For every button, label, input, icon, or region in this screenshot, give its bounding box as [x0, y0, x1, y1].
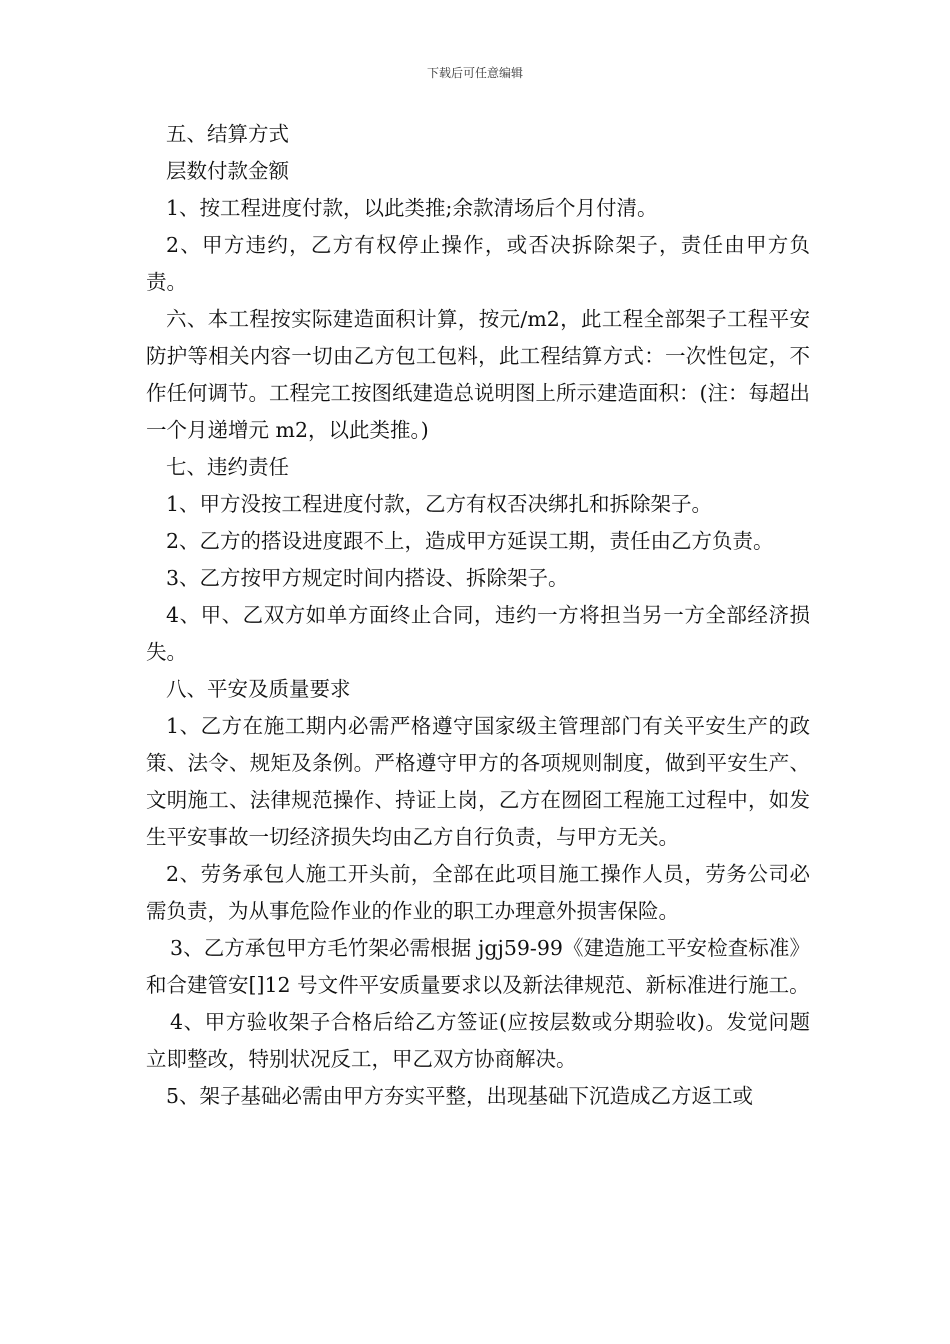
paragraph: 2、乙方的搭设进度跟不上，造成甲方延误工期，责任由乙方负责。 — [166, 529, 774, 553]
paragraph: 4、甲、乙双方如单方面终止合同，违约一方将担当另一方全部经济损失。 — [146, 603, 810, 664]
paragraph: 2、甲方违约，乙方有权停止操作，或否决拆除架子，责任由甲方负责。 — [146, 233, 810, 294]
paragraph: 2、劳务承包人施工开头前，全部在此项目施工操作人员，劳务公司必需负责，为从事危险作业的作业的职工办理意外损害保险。 — [146, 862, 810, 923]
section-heading-settlement: 五、结算方式 — [166, 122, 289, 146]
document-body — [146, 116, 810, 1115]
paragraph: 1、按工程进度付款，以此类推;余款清场后个月付清。 — [166, 196, 658, 220]
paragraph: 5、架子基础必需由甲方夯实平整，出现基础下沉造成乙方返工或 — [166, 1084, 754, 1108]
section-heading-breach: 七、违约责任 — [166, 455, 289, 479]
paragraph: 层数付款金额 — [166, 159, 289, 183]
paragraph: 3、乙方承包甲方毛竹架必需根据 jgj59-99《建造施工平安检查标准》和合建管安[]12 号文件平安质量要求以及新法律规范、新标准进行施工。 — [146, 936, 810, 997]
paragraph: 4、甲方验收架子合格后给乙方签证(应按层数或分期验收)。发觉问题立即整改，特别状况反工，甲乙双方协商解决。 — [146, 1010, 810, 1071]
paragraph: 六、本工程按实际建造面积计算，按元/m2，此工程全部架子工程平安防护等相关内容一切由乙方包工包料，此工程结算方式：一次性包定，不作任何调节。工程完工按图纸建造总说明图上所示建造面积：(注：每超出一个月递增元 m2，以此类推。) — [146, 307, 810, 442]
paragraph: 1、乙方在施工期内必需严格遵守国家级主管理部门有关平安生产的政策、法令、规矩及条例。严格遵守甲方的各项规则制度，做到平安生产、文明施工、法律规范操作、持证上岗，乙方在囫囵工程施工过程中，如发生平安事故一切经济损失均由乙方自行负责，与甲方无关。 — [146, 714, 810, 849]
page-header: 下载后可任意编辑 — [426, 66, 523, 80]
section-heading-safety: 八、平安及质量要求 — [166, 677, 351, 701]
paragraph: 1、甲方没按工程进度付款，乙方有权否决绑扎和拆除架子。 — [166, 492, 713, 516]
paragraph: 3、乙方按甲方规定时间内搭设、拆除架子。 — [166, 566, 569, 590]
